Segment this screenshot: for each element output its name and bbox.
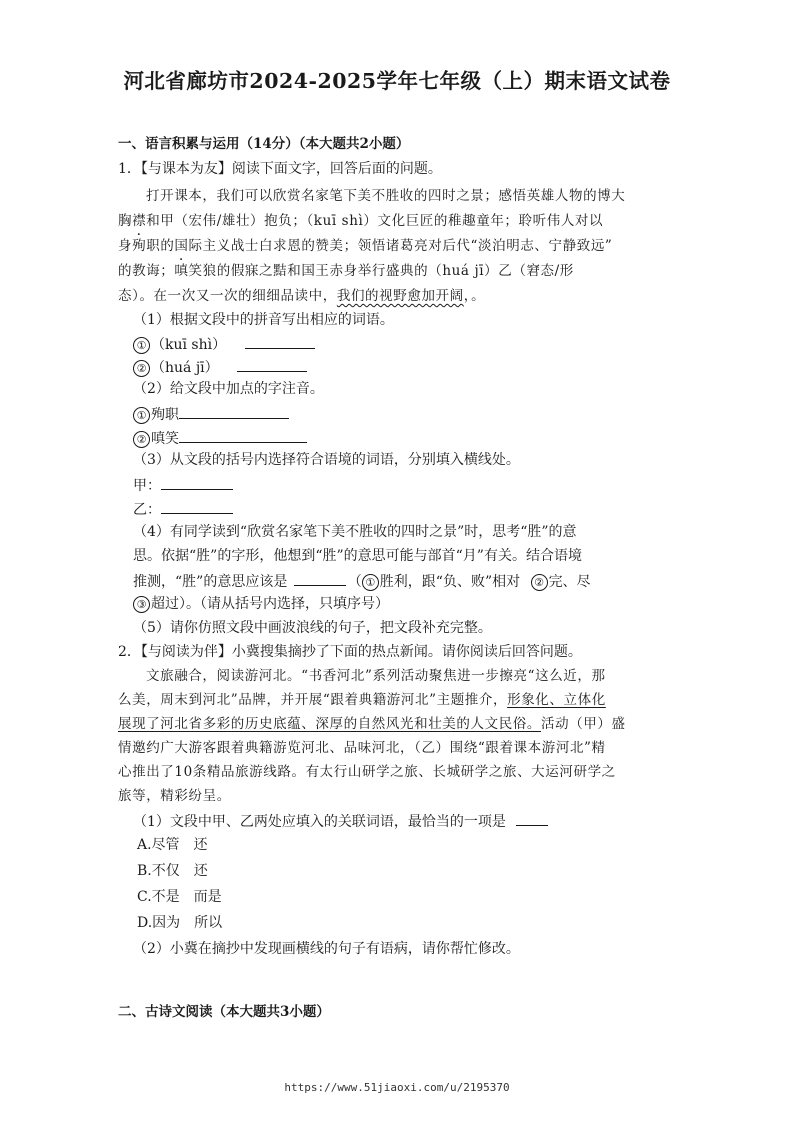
q1-passage-line-4: 的教诲；嗔笑狼的假寐之黠和国王赤身举行盛典的（huá jī）乙（窘态/形 [118, 263, 574, 279]
q1-tag: 【与课本为友】 [140, 161, 232, 177]
answer-blank-chenxiao[interactable] [179, 428, 307, 443]
q1-passage-line-2: 胸襟和甲（宏伟/雄壮）抱负；（kuī shì）文化巨匠的稚趣童年；聆听伟人对以 [118, 213, 604, 229]
answer-blank-jia[interactable] [161, 475, 233, 490]
answer-blank-kuishi[interactable] [245, 334, 315, 349]
q2-passage-line-6: 旅等，精彩纷呈。 [118, 788, 231, 804]
q1-sub2-b: ② 嗔笑 [133, 428, 307, 448]
q2-number: 2． [118, 644, 141, 660]
footer-url[interactable]: https://www.51jiaoxi.com/u/2195370 [284, 1081, 510, 1094]
underlined-sentence-part-2: 展现了河北省多彩的历史底蕴、深厚的自然风光和壮美的人文民俗。 [118, 716, 541, 732]
q2-option-a[interactable]: A.尽管 还 [137, 837, 208, 853]
q1-sub1-b: ② （huá jī） [133, 357, 307, 377]
exam-title: 河北省廊坊市2024-2025学年七年级（上）期末语文试卷 [123, 69, 671, 93]
q1-sub3-jia: 甲： [133, 475, 233, 495]
q2-passage-line-4: 情邀约广大游客跟着典籍游览河北、品味河北，（乙）围绕“跟着课本游河北”精 [118, 740, 606, 756]
q1-sub5: （5）请你仿照文段中画波浪线的句子，把文段补充完整。 [133, 620, 492, 636]
q2-instruction: 小冀搜集摘抄了下面的热点新闻。请你阅读后回答问题。 [231, 644, 582, 660]
answer-blank-yi[interactable] [161, 499, 233, 514]
q1-sub3-yi: 乙： [133, 499, 233, 519]
q1-sub4-line-1: （4）有同学读到“欣赏名家笔下美不胜收的四时之景”时，思考“胜”的意 [133, 524, 577, 540]
section-2-heading: 二、古诗文阅读（本大题共3小题） [118, 1004, 330, 1020]
q2-option-b[interactable]: B.不仅 还 [137, 863, 208, 879]
dotted-char-chen: 嗔 [174, 263, 189, 279]
answer-blank-q2-sub1[interactable] [516, 811, 548, 826]
q1-sub4-line-2: 思。依据“胜”的字形，他想到“胜”的意思可能与部首“月”有关。结合语境 [133, 548, 582, 564]
answer-blank-huaji[interactable] [237, 357, 307, 372]
answer-blank-sheng[interactable] [294, 571, 346, 586]
q2-header [118, 643, 582, 661]
q2-sub1: （1）文段中甲、乙两处应填入的关联词语，最恰当的一项是 [133, 811, 548, 831]
q2-option-c[interactable]: C.不是 而是 [137, 889, 222, 905]
q1-sub1-a: ① （kuī shì） [133, 334, 315, 354]
q2-tag: 【与阅读为伴】 [140, 644, 232, 660]
q1-sub4-line-3: 推测，“胜”的意思应该是 （ ① 胜利，跟“负、败”相对 ② 完、尽 [133, 571, 591, 591]
q2-option-d[interactable]: D.因为 所以 [137, 915, 223, 931]
q1-instruction: 阅读下面文字，回答后面的问题。 [231, 161, 442, 177]
q2-passage-line-5: 心推出了10条精品旅游线路。有太行山研学之旅、长城研学之旅、大运河研学之 [118, 764, 616, 780]
section-1-heading: 一、语言积累与运用（14分）（本大题共2小题） [118, 136, 410, 152]
q1-sub2-a: ① 殉职 [133, 404, 289, 424]
q2-passage-line-2: 么美，周末到河北”品牌，并开展“跟着典籍游河北”主题推介，形象化、立体化 [118, 692, 606, 708]
q1-sub3: （3）从文段的括号内选择符合语境的词语，分别填入横线处。 [133, 452, 520, 468]
answer-blank-xunzhi[interactable] [179, 404, 289, 419]
q1-number: 1． [118, 161, 141, 177]
q1-passage-line-3: 身殉职的国际主义战士白求恩的赞美；领悟诸葛亮对后代“淡泊明志、宁静致远” [118, 238, 613, 254]
q1-sub1: （1）根据文段中的拼音写出相应的词语。 [133, 312, 394, 328]
underlined-sentence-part-1: 形象化、立体化 [507, 692, 606, 708]
q1-passage-line-5: 态）。在一次又一次的细细品读中，我们的视野愈加开阔，。 [118, 288, 486, 304]
q1-sub4-line-4: ③ 超过）。（请从括号内选择，只填序号） [133, 595, 389, 613]
q1-sub2: （2）给文段中加点的字注音。 [133, 381, 324, 397]
q2-passage-line-3: 展现了河北省多彩的历史底蕴、深厚的自然风光和壮美的人文民俗。活动（甲）盛 [118, 716, 626, 732]
wavy-underlined-sentence: 我们的视野愈加开阔 [336, 288, 464, 304]
q2-sub2: （2）小冀在摘抄中发现画横线的句子有语病，请你帮忙修改。 [133, 941, 520, 957]
q2-passage-line-1: 文旅融合，阅读游河北。“书香河北”系列活动聚焦进一步擦亮“这么近，那 [146, 668, 606, 684]
dotted-char-xun: 殉 [132, 238, 147, 254]
q1-header [118, 160, 442, 178]
q1-passage-line-1: 打开课本，我们可以欣赏名家笔下美不胜收的四时之景；感悟英雄人物的博大 [146, 188, 626, 204]
